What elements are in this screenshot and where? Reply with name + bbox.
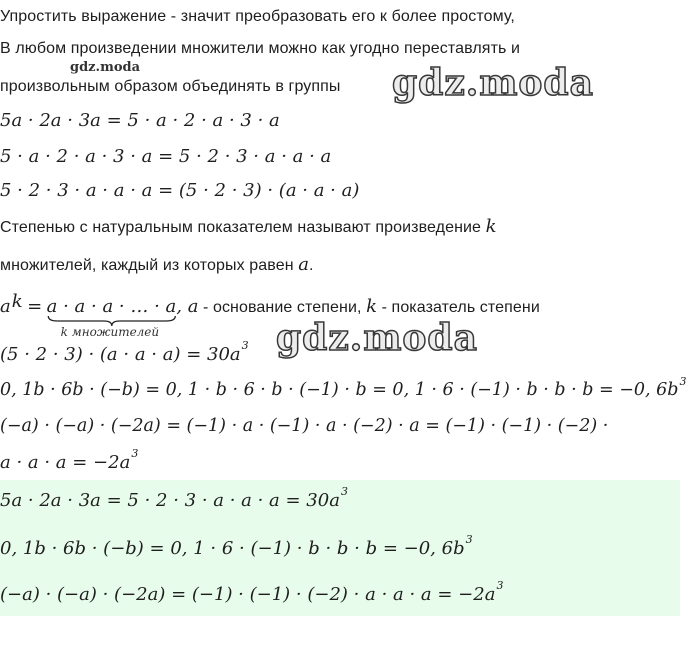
equation-3: 5 · 2 · 3 · a · a · a = (5 · 2 · 3) · (a · a · a) — [0, 180, 360, 201]
power-product: a · a · a · … · a — [46, 296, 177, 317]
intro-line-2: В любом произведении множители можно как угодно переставлять и — [0, 40, 521, 57]
power-comma-a: , a — [176, 296, 199, 317]
work-line-2 — [0, 375, 687, 400]
equation-2: 5 · a · 2 · a · 3 · a = 5 · 2 · 3 · a · a · a — [0, 146, 332, 167]
definition-line-1 — [0, 216, 497, 237]
watermark-big-1: gdz.moda — [392, 62, 594, 104]
work-line-4-text: a · a · a = −2a — [0, 452, 131, 473]
underbrace-label: k множителей — [60, 325, 160, 339]
answer-line-1-text: 5a · 2a · 3a = 5 · 2 · 3 · a · a · a = 30a — [0, 490, 340, 511]
answer-line-3-exp: 3 — [496, 579, 504, 592]
intro-line-1: Упростить выражение - значит преобразовать его к более простому, — [0, 8, 515, 25]
watermark-small: gdz.moda — [70, 60, 141, 75]
power-var-k: k — [366, 296, 378, 317]
definition-text-1: Степенью с натуральным показателем называют произведение — [0, 219, 482, 236]
power-desc-2: - показатель степени — [377, 299, 540, 316]
work-line-4 — [0, 447, 139, 473]
definition-line-2 — [0, 254, 314, 275]
intro-line-3: произвольным образом объединять в группы — [0, 78, 341, 95]
answer-line-2 — [0, 533, 473, 559]
power-equals: = — [27, 296, 43, 317]
definition-var-a: a — [298, 254, 310, 275]
answer-line-3-text: (−a) · (−a) · (−2a) = (−1) · (−1) · (−2) · a · a · a = −2a — [0, 584, 496, 605]
work-line-1 — [0, 339, 249, 365]
definition-var-k: k — [485, 216, 497, 237]
power-base: a — [0, 296, 11, 317]
definition-text-2: множителей, каждый из которых равен — [0, 257, 294, 274]
watermark-big-2: gdz.moda — [276, 317, 478, 359]
answer-line-1 — [0, 485, 348, 511]
equation-1: 5a · 2a · 3a = 5 · a · 2 · a · 3 · a — [0, 110, 280, 131]
answer-line-1-exp: 3 — [340, 485, 348, 498]
work-line-2-text: 0, 1b · 6b · (−b) = 0, 1 · b · 6 · b · (−1) · b = 0, 1 · 6 · (−1) · b · b · b = −0, 6b — [0, 380, 679, 400]
work-line-1-exp: 3 — [241, 339, 249, 352]
underbrace-group — [46, 296, 177, 339]
answer-line-2-exp: 3 — [465, 533, 473, 546]
power-exponent: k — [11, 291, 23, 312]
work-line-4-exp: 3 — [131, 447, 139, 460]
answer-line-2-text: 0, 1b · 6b · (−b) = 0, 1 · 6 · (−1) · b · b · b = −0, 6b — [0, 538, 465, 559]
definition-period: . — [309, 257, 314, 274]
work-line-2-exp: 3 — [679, 375, 687, 388]
power-desc-1: - основание степени, — [198, 299, 367, 316]
answer-line-3 — [0, 579, 504, 605]
work-line-3: (−a) · (−a) · (−2a) = (−1) · a · (−1) · a · (−2) · a = (−1) · (−1) · (−2) · — [0, 416, 609, 436]
work-line-1-text: (5 · 2 · 3) · (a · a · a) = 30a — [0, 344, 241, 365]
